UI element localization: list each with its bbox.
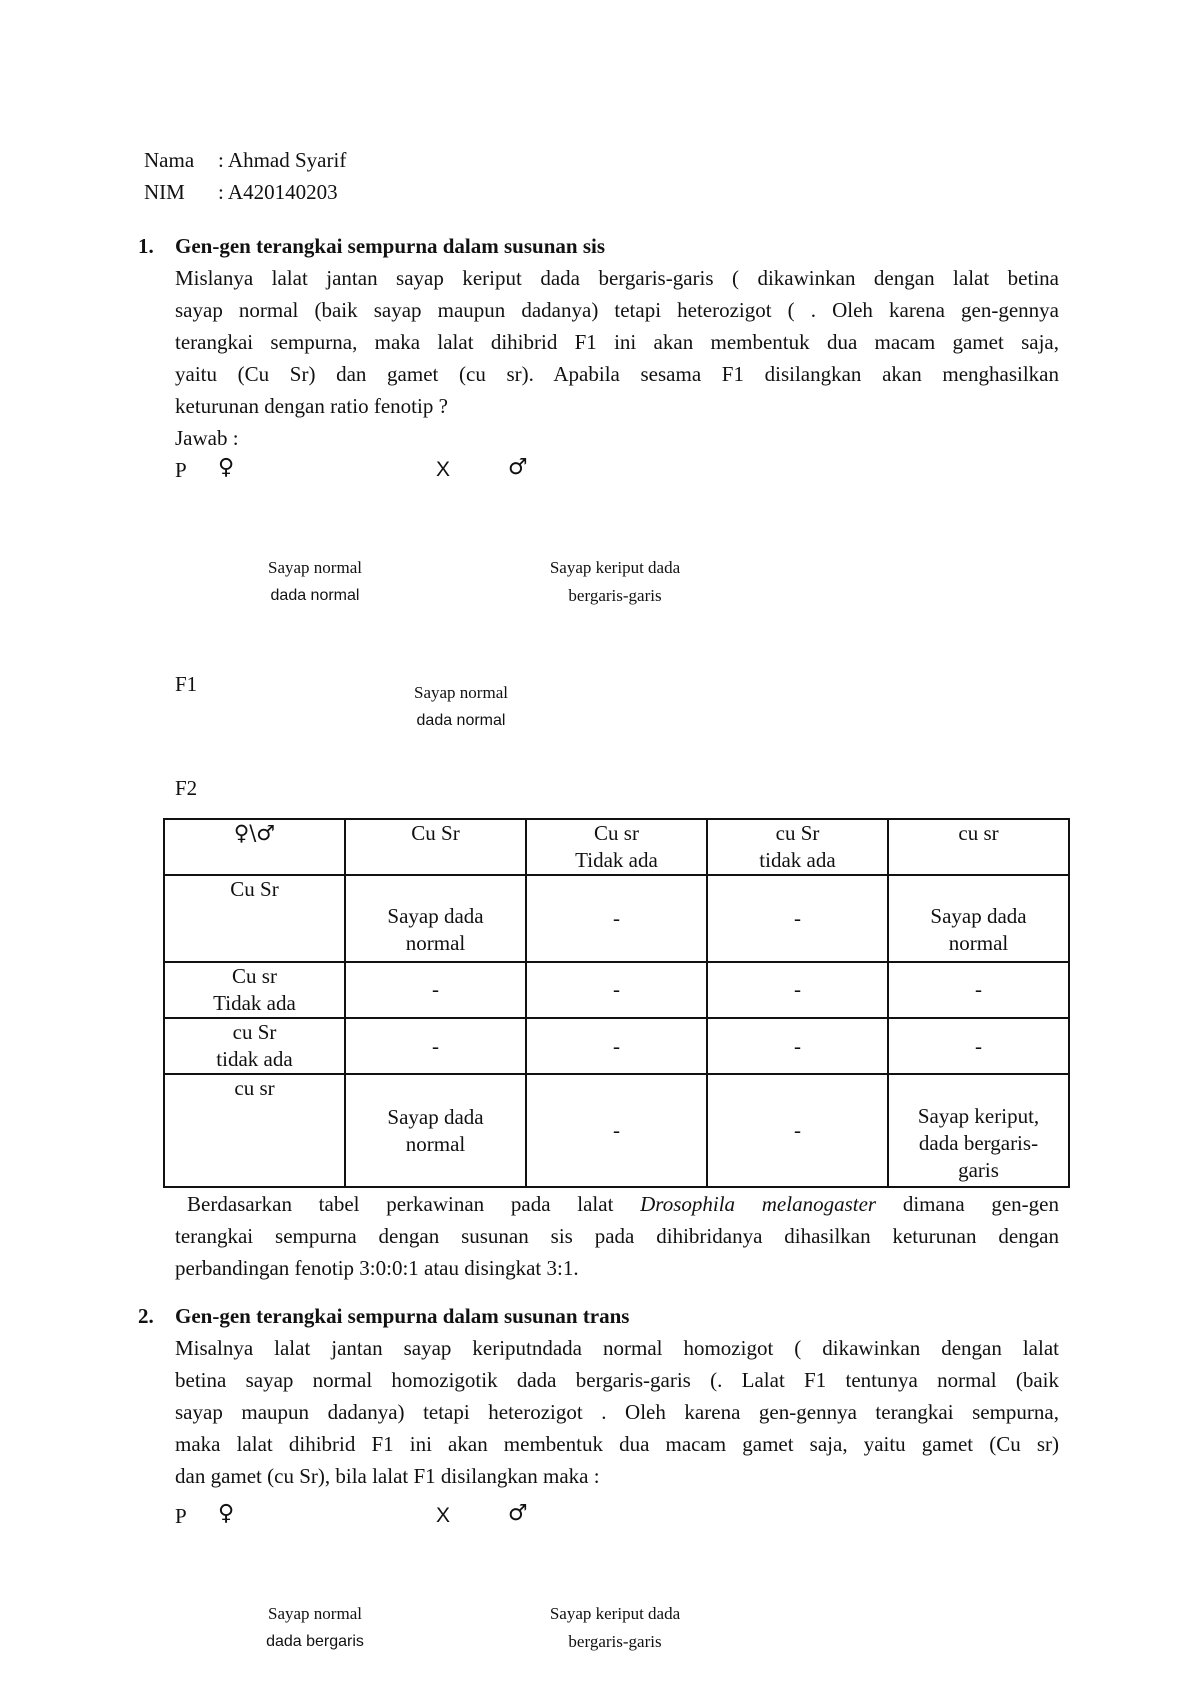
f1-phenotype: [396, 679, 526, 735]
cell-line: normal: [948, 930, 1009, 955]
nama-value: : Ahmad Syarif: [218, 148, 347, 172]
table-corner-symbol: ♀\♂: [233, 821, 276, 845]
table-cell: [888, 1074, 1069, 1187]
female-symbol-icon: ♀: [218, 1501, 235, 1526]
cell-line: normal: [405, 1131, 466, 1156]
table-cell: -: [707, 1018, 888, 1074]
table-corner: [164, 819, 345, 875]
cell-line: normal: [405, 930, 466, 955]
col-header-line: Tidak ada: [575, 848, 658, 872]
table-row: [164, 875, 1069, 961]
section1-paragraph: [175, 262, 1059, 422]
female-symbol-icon: ♀: [218, 455, 235, 480]
species-name: Drosophila melanogaster: [640, 1192, 877, 1216]
section1-number: 1.: [138, 234, 154, 258]
conclusion-line: [175, 1188, 1059, 1220]
section1-title: Gen-gen terangkai sempurna dalam susunan sis: [175, 234, 605, 258]
col-header-line: tidak ada: [759, 848, 836, 872]
table-row-header: [164, 962, 345, 1018]
table-row-header: [164, 1074, 345, 1187]
section2-number: 2.: [138, 1304, 154, 1328]
table-row: [164, 1018, 1069, 1074]
table-cell: -: [526, 1074, 707, 1187]
jawab-label: Jawab :: [175, 426, 239, 450]
cell-line: garis: [958, 1158, 999, 1183]
phenotype-line: Sayap keriput dada: [549, 558, 681, 577]
table-cell: -: [888, 1018, 1069, 1074]
row-header-line: Tidak ada: [213, 990, 296, 1015]
phenotype-line: Sayap normal: [414, 683, 508, 702]
cell-line: Sayap keriput,: [917, 1104, 1040, 1129]
col-header-line: cu sr: [958, 821, 999, 845]
row-header-line: tidak ada: [216, 1047, 293, 1072]
table-cell: -: [707, 1074, 888, 1187]
table-cell: -: [345, 1018, 526, 1074]
p-female-phenotype: [250, 1600, 380, 1656]
phenotype-line: Sayap keriput dada: [549, 1604, 681, 1623]
conclusion-line: perbandingan fenotip 3:0:0:1 atau disingkat 3:1.: [175, 1256, 579, 1280]
phenotype-line: dada bergaris: [266, 1633, 364, 1650]
conclusion-line: terangkai sempurna dengan susunan sis pada dihibridanya dihasilkan keturunan dengan: [175, 1224, 1059, 1248]
nim-label: NIM: [144, 180, 185, 204]
punnett-table: [163, 818, 1070, 1188]
table-row: [164, 962, 1069, 1018]
table-row-header: [164, 875, 345, 961]
col-header-line: Cu Sr: [411, 821, 460, 845]
col-header-line: Cu sr: [594, 821, 639, 845]
paragraph-line: keturunan dengan ratio fenotip ?: [175, 394, 448, 418]
table-col-header: [526, 819, 707, 875]
paragraph-line: yaitu (Cu Sr) dan gamet (cu sr). Apabila sesama F1 disilangkan akan menghasilkan: [175, 362, 1059, 386]
phenotype-line: bergaris-garis: [568, 586, 662, 605]
paragraph-line: betina sayap normal homozigotik dada bergaris-garis (. Lalat F1 tentunya normal (baik: [175, 1368, 1059, 1392]
paragraph-line: sayap normal (baik sayap maupun dadanya) tetapi heterozigot ( . Oleh karena gen-gennya: [175, 298, 1059, 322]
table-row: [164, 1074, 1069, 1187]
paragraph-line: maka lalat dihibrid F1 ini akan membentuk dua macam gamet saja, yaitu gamet (Cu sr): [175, 1432, 1059, 1456]
row-header-line: Cu Sr: [230, 877, 279, 902]
phenotype-line: bergaris-garis: [568, 1632, 662, 1651]
conclusion-text: Berdasarkan tabel perkawinan pada lalat: [187, 1192, 614, 1216]
row-header-line: cu sr: [234, 1076, 275, 1101]
table-row-header: [164, 1018, 345, 1074]
table-cell: -: [707, 875, 888, 961]
paragraph-line: Mislanya lalat jantan sayap keriput dada bergaris-garis ( dikawinkan dengan lalat betina: [175, 266, 1059, 290]
cell-line: dada bergaris-: [918, 1131, 1039, 1156]
col-header-line: cu Sr: [775, 821, 820, 845]
cell-line: Sayap dada: [387, 1104, 484, 1129]
p-female-phenotype: [250, 554, 380, 610]
table-cell: -: [526, 1018, 707, 1074]
table-cell: -: [526, 875, 707, 961]
table-cell: [888, 875, 1069, 961]
table-col-header: [345, 819, 526, 875]
table-cell: -: [888, 962, 1069, 1018]
phenotype-line: dada normal: [416, 712, 506, 729]
f1-label: F1: [175, 672, 198, 696]
conclusion-text: dimana gen-gen: [902, 1192, 1059, 1216]
cross-symbol: X: [436, 458, 451, 481]
paragraph-line: terangkai sempurna, maka lalat dihibrid F1 ini akan membentuk dua macam gamet saja,: [175, 330, 1059, 354]
phenotype-line: Sayap normal: [268, 558, 362, 577]
f2-label: F2: [175, 776, 198, 800]
section2-paragraph: [175, 1332, 1059, 1492]
section1-conclusion: [175, 1188, 1059, 1284]
table-col-header: [707, 819, 888, 875]
table-col-header: [888, 819, 1069, 875]
paragraph-line: sayap maupun dadanya) tetapi heterozigot . Oleh karena gen-gennya terangkai sempurna,: [175, 1400, 1059, 1424]
cell-line: Sayap dada: [387, 903, 484, 928]
nim-value: : A420140203: [218, 180, 338, 204]
p-male-phenotype: [525, 554, 705, 610]
male-symbol-icon: ♂: [508, 1501, 528, 1526]
row-header-line: cu Sr: [232, 1020, 277, 1045]
table-cell: -: [526, 962, 707, 1018]
nama-label: Nama: [144, 148, 195, 172]
section2-title: Gen-gen terangkai sempurna dalam susunan trans: [175, 1304, 630, 1328]
table-cell: -: [707, 962, 888, 1018]
p-label: P: [175, 458, 187, 482]
row-header-line: Cu sr: [232, 963, 277, 988]
p-label: P: [175, 1504, 187, 1528]
phenotype-line: dada normal: [270, 587, 360, 604]
male-symbol-icon: ♂: [508, 455, 528, 480]
paragraph-line: dan gamet (cu Sr), bila lalat F1 disilangkan maka :: [175, 1464, 600, 1488]
table-cell: -: [345, 962, 526, 1018]
p-male-phenotype: [525, 1600, 705, 1656]
cross-symbol: X: [436, 1504, 451, 1527]
paragraph-line: Misalnya lalat jantan sayap keriputndada normal homozigot ( dikawinkan dengan lalat: [175, 1336, 1059, 1360]
phenotype-line: Sayap normal: [268, 1604, 362, 1623]
cell-line: Sayap dada: [930, 903, 1027, 928]
table-header-row: [164, 819, 1069, 875]
table-cell: [345, 1074, 526, 1187]
table-cell: [345, 875, 526, 961]
